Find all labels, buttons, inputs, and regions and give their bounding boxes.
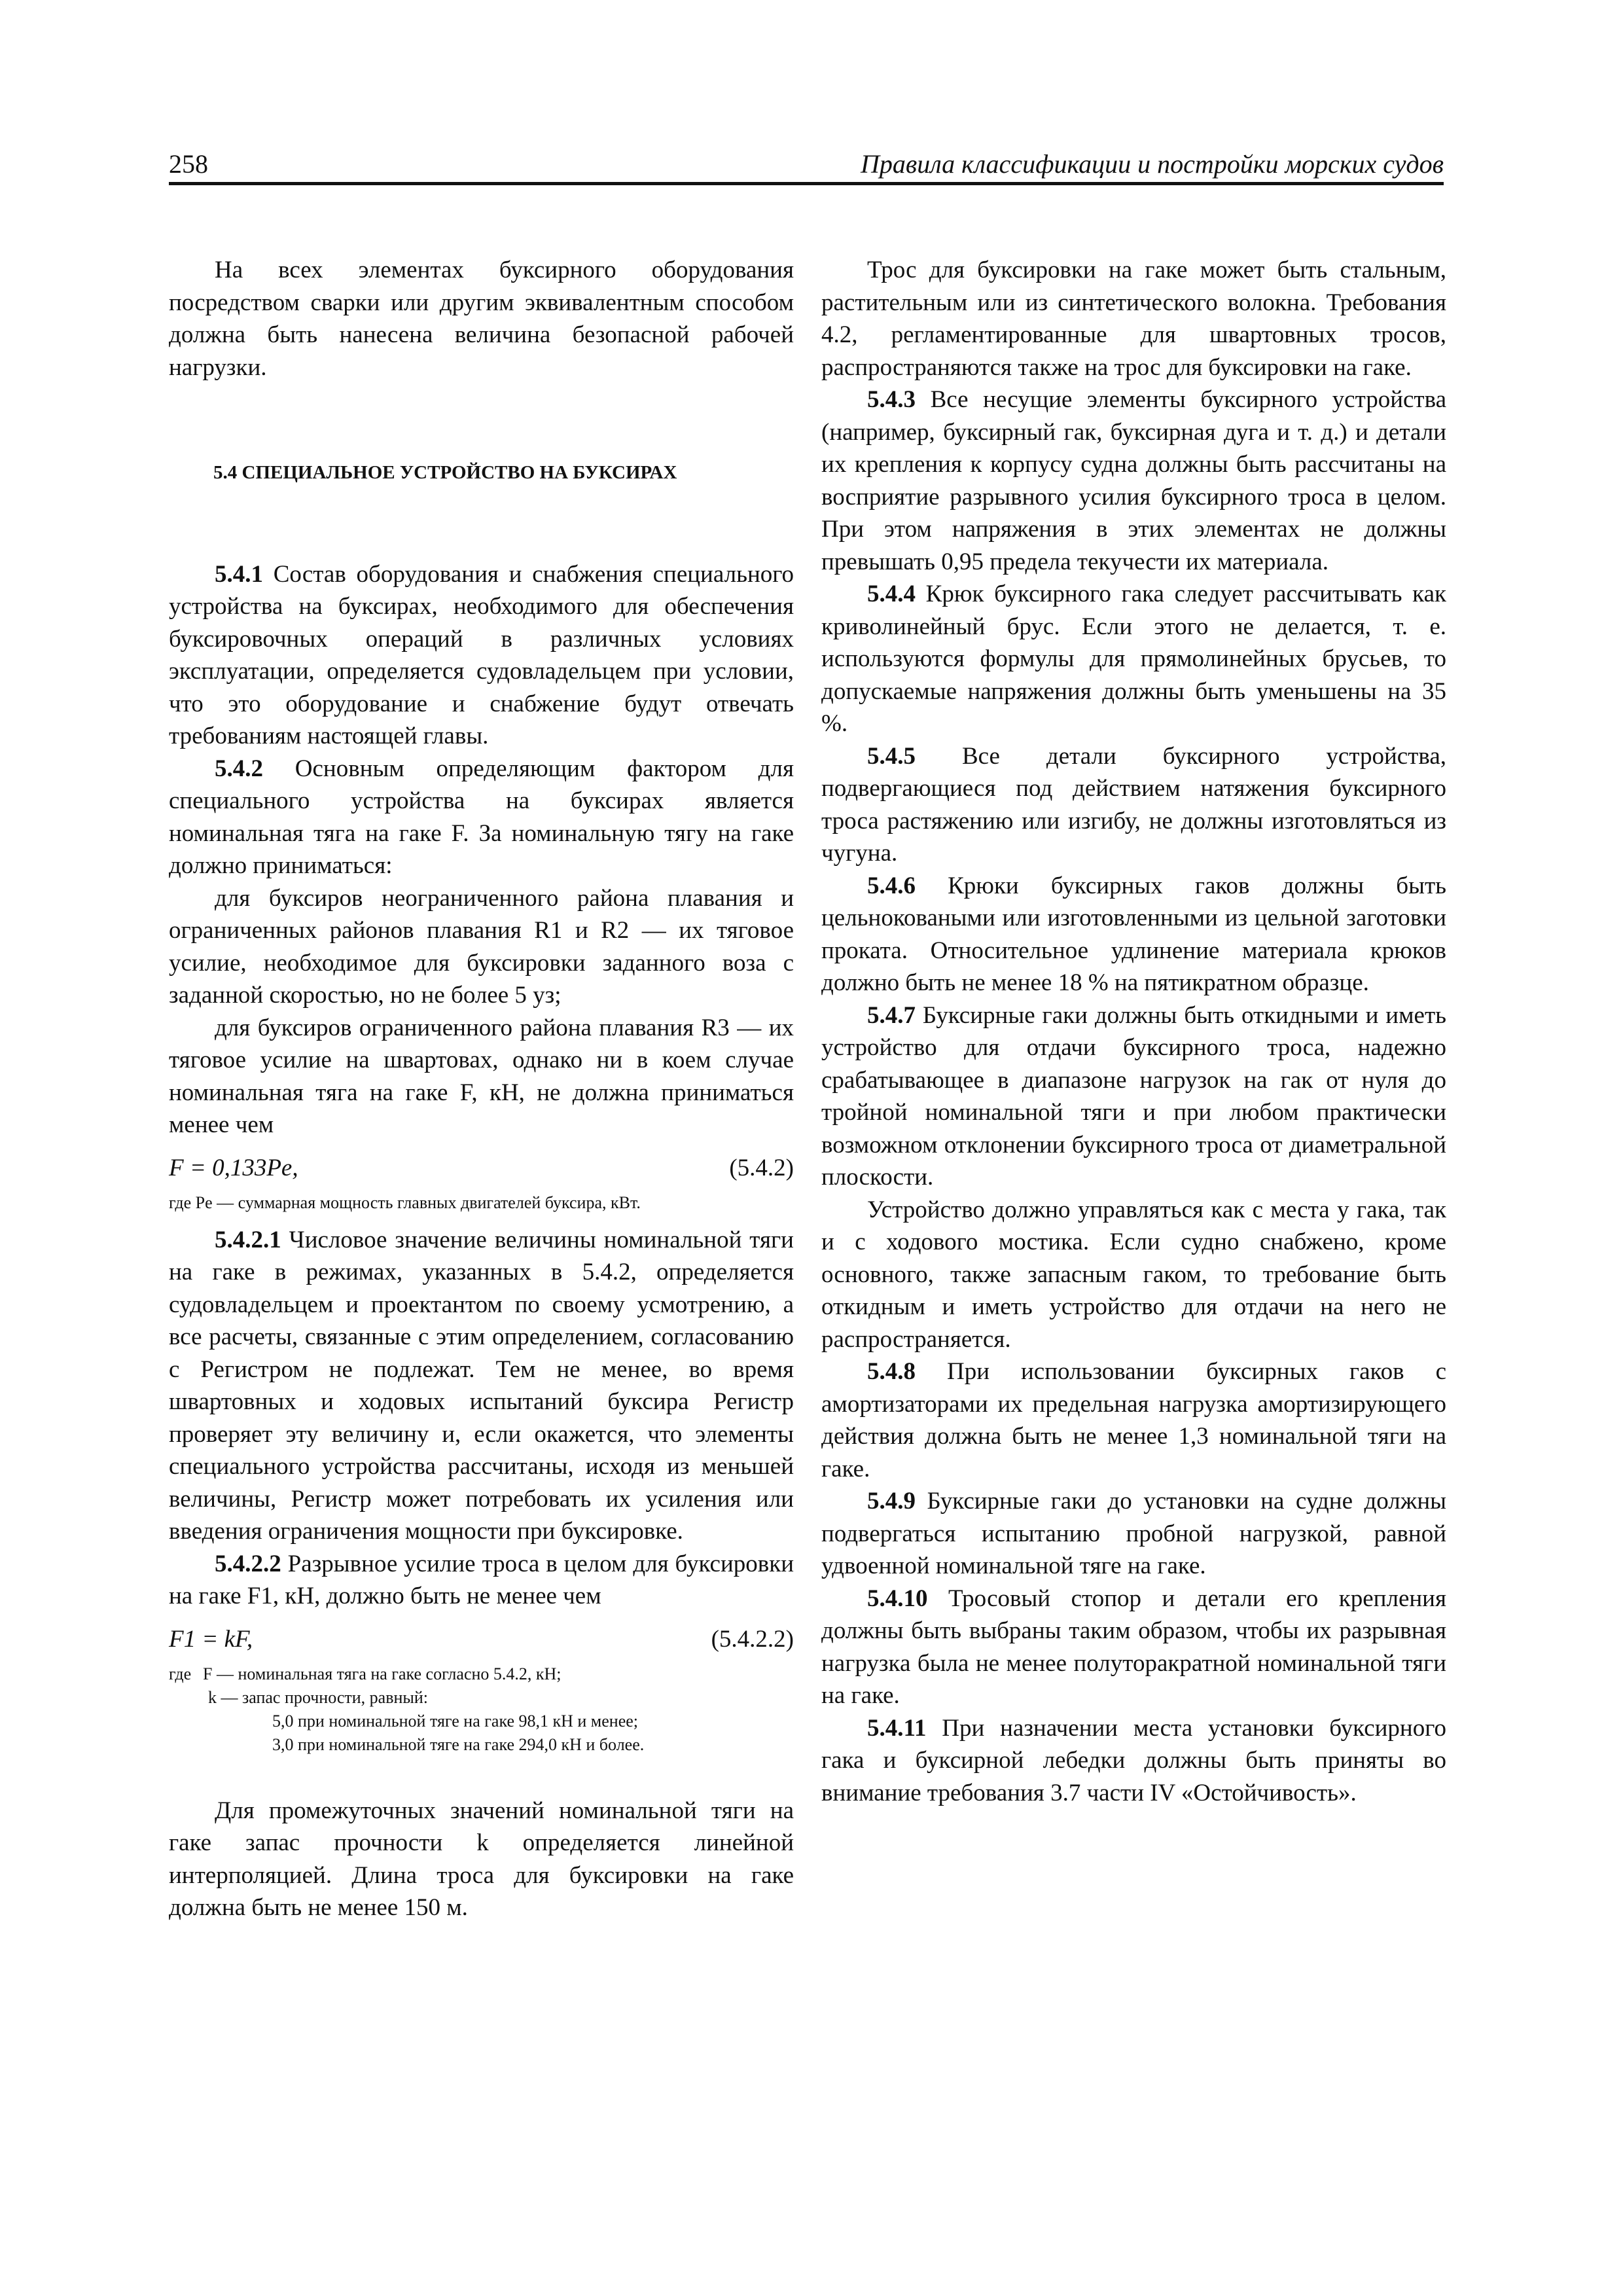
paragraph-text: Крюки буксирных гаков должны быть цельноковаными или изготовленными из цельной заготовки проката. Относительное удлинение материала крюков должно быть не менее 18 % на пятикратном образце. (821, 872, 1446, 996)
clause-number: 5.4.2.2 (215, 1550, 281, 1577)
section-title: 5.4 СПЕЦИАЛЬНОЕ УСТРОЙСТВО НА БУКСИРАХ (213, 462, 677, 483)
paragraph-interpolation: Для промежуточных значений номинальной тяги на гаке запас прочности k определяется линейной интерполяцией. Длина троса для буксировки на гаке должна быть не менее 150 м. (169, 1797, 794, 1921)
paragraph-5-4-2-1 (169, 1224, 794, 1548)
formula-5-4-2-2 (169, 1619, 794, 1657)
clause-number: 5.4.10 (867, 1585, 928, 1612)
formula-number: (5.4.2) (729, 1154, 794, 1181)
paragraph-5-4-2-b: для буксиров ограниченного района плавания R3 — их тяговое усилие на швартовах, однако ни в коем случае номинальная тяга на гаке F, кН, не должна приниматься менее чем (169, 1014, 794, 1138)
paragraph-5-4-4 (821, 578, 1446, 740)
paragraph-text: Все несущие элементы буксирного устройства (например, буксирный гак, буксирная дуга и т. д.) и детали их крепления к корпусу судна должны быть рассчитаны на восприятие разрывного усилия буксирного троса в целом. При этом напряжения в этих элементах не должны превышать 0,95 предела текучести их материала. (821, 386, 1446, 575)
paragraph-5-4-7 (821, 999, 1446, 1194)
note-where-label: где (169, 1664, 192, 1683)
clause-number: 5.4.9 (867, 1488, 916, 1515)
note-text: F — номинальная тяга на гаке согласно 5.4.2, кН; (203, 1664, 562, 1683)
paragraph-text: Тросовый стопор и детали его крепления должны быть выбраны таким образом, чтобы их разрывная нагрузка была не менее полуторакратной номинальной тяги на гаке. (821, 1585, 1446, 1709)
paragraph-text: Буксирные гаки должны быть откидными и иметь устройство для отдачи буксирного троса, надежно срабатывающее в диапазоне нагрузок на гак от нуля до тройной номинальной тяги и при любом практически возможном отклонении буксирного троса от диаметральной плоскости. (821, 1001, 1446, 1191)
formula-expression: F = 0,133Pe, (169, 1154, 298, 1181)
clause-number: 5.4.2.1 (215, 1226, 281, 1253)
note-line: k — запас прочности, равный: (208, 1687, 428, 1707)
paragraph-text: Состав оборудования и снабжения специального устройства на буксирах, необходимого для обеспечения буксировочных операций в различных условиях эксплуатации, определяется судовладельцем при условии, что это оборудование и снабжение будут отвечать требованиям настоящей главы. (169, 560, 794, 749)
note-line: 3,0 при номинальной тяге на гаке 294,0 кН и более. (272, 1734, 645, 1754)
clause-number: 5.4.6 (867, 872, 916, 899)
paragraph-tow-rope: Трос для буксировки на гаке может быть стальным, растительным или из синтетического волокна. Требования 4.2, регламентированные для швартовных тросов, распространяются также на трос для буксировки на гаке. (821, 257, 1446, 381)
paragraph-5-4-9 (821, 1485, 1446, 1583)
paragraph-5-4-1 (169, 558, 794, 753)
paragraph-5-4-11 (821, 1712, 1446, 1810)
paragraph-text: Числовое значение величины номинальной тяги на гаке в режимах, указанных в 5.4.2, определяется судовладельцем и проектантом по своему усмотрению, а все расчеты, связанные с этим определением, согласованию с Регистром не подлежат. Тем не менее, во время швартовных и ходовых испытаний буксира Регистр проверяет эту величину и, если окажется, что элементы специального устройства рассчитаны, исходя из меньшей величины, Регистр может потребовать их усиления или введения ограничения мощности при буксировке. (169, 1226, 794, 1545)
paragraph-5-4-2 (169, 753, 794, 882)
clause-number: 5.4.2 (215, 755, 263, 782)
page-header (169, 136, 1444, 185)
paragraph-text: Буксирные гаки до установки на судне должны подвергаться испытанию пробной нагрузкой, равной удвоенной номинальной тяге на гаке. (821, 1488, 1446, 1579)
clause-number: 5.4.4 (867, 581, 916, 607)
running-title: Правила классификации и постройки морских судов (860, 149, 1444, 179)
paragraph-5-4-2-a: для буксиров неограниченного района плавания и ограниченных районов плавания R1 и R2 — их тяговое усилие, необходимое для буксировки заданного воза с заданной скоростью, но не более 5 уз; (169, 884, 794, 1009)
note-line (169, 1662, 794, 1686)
spacer (169, 1766, 794, 1795)
clause-number: 5.4.8 (867, 1358, 916, 1385)
paragraph-text: Все детали буксирного устройства, подвергающиеся под действием натяжения буксирного троса растяжению или изгибу, не должны изготовляться из чугуна. (821, 742, 1446, 867)
paragraph-5-4-7-b: Устройство должно управляться как с места у гака, так и с ходового мостика. Если судно снабжено, кроме основного, также запасным гаком, то требование быть откидным и иметь устройство для отдачи на него не распространяется. (821, 1196, 1446, 1353)
clause-number: 5.4.3 (867, 386, 916, 413)
formula-note: где Pe — суммарная мощность главных двигателей буксира, кВт. (169, 1193, 641, 1212)
paragraph-5-4-3 (821, 384, 1446, 578)
formula-5-4-2 (169, 1148, 794, 1186)
paragraph-5-4-6 (821, 870, 1446, 999)
right-column (821, 254, 1446, 1809)
clause-number: 5.4.7 (867, 1001, 916, 1029)
formula-note-block (169, 1662, 794, 1757)
paragraph-5-4-5 (821, 740, 1446, 870)
paragraph-5-4-8 (821, 1355, 1446, 1485)
clause-number: 5.4.11 (867, 1714, 927, 1742)
paragraph-text: Основным определяющим фактором для специального устройства на буксирах является номинальная тяга на гаке F. За номинальную тягу на гаке должно приниматься: (169, 755, 794, 879)
formula-expression: F1 = kF, (169, 1625, 253, 1653)
clause-number: 5.4.1 (215, 560, 263, 588)
note-line: 5,0 при номинальной тяге на гаке 98,1 кН и менее; (272, 1711, 639, 1731)
paragraph-5-4-10 (821, 1583, 1446, 1712)
paragraph-text: Разрывное усилие троса в целом для буксировки на гаке F1, кН, должно быть не менее чем (169, 1550, 794, 1609)
paragraph-text: При использовании буксирных гаков с амортизаторами их предельная нагрузка амортизирующего действия должна быть не менее 1,3 номинальной тяги на гаке. (821, 1358, 1446, 1482)
paragraph-text: При назначении места установки буксирного гака и буксирной лебедки должны быть приняты во внимание требования 3.7 части IV «Остойчивость». (821, 1714, 1446, 1806)
page-number: 258 (169, 149, 208, 179)
formula-number: (5.4.2.2) (711, 1625, 794, 1653)
paragraph-5-4-2-2 (169, 1548, 794, 1613)
left-column (169, 254, 794, 1924)
clause-number: 5.4.5 (867, 742, 916, 770)
paragraph-intro: На всех элементах буксирного оборудования посредством сварки или другим эквивалентным способом должна быть нанесена величина безопасной рабочей нагрузки. (169, 257, 794, 381)
paragraph-text: Крюк буксирного гака следует рассчитывать как криволинейный брус. Если этого не делается, т. е. используются формулы для прямолинейных брусьев, то допускаемые напряжения должны быть уменьшены на 35 %. (821, 581, 1446, 737)
